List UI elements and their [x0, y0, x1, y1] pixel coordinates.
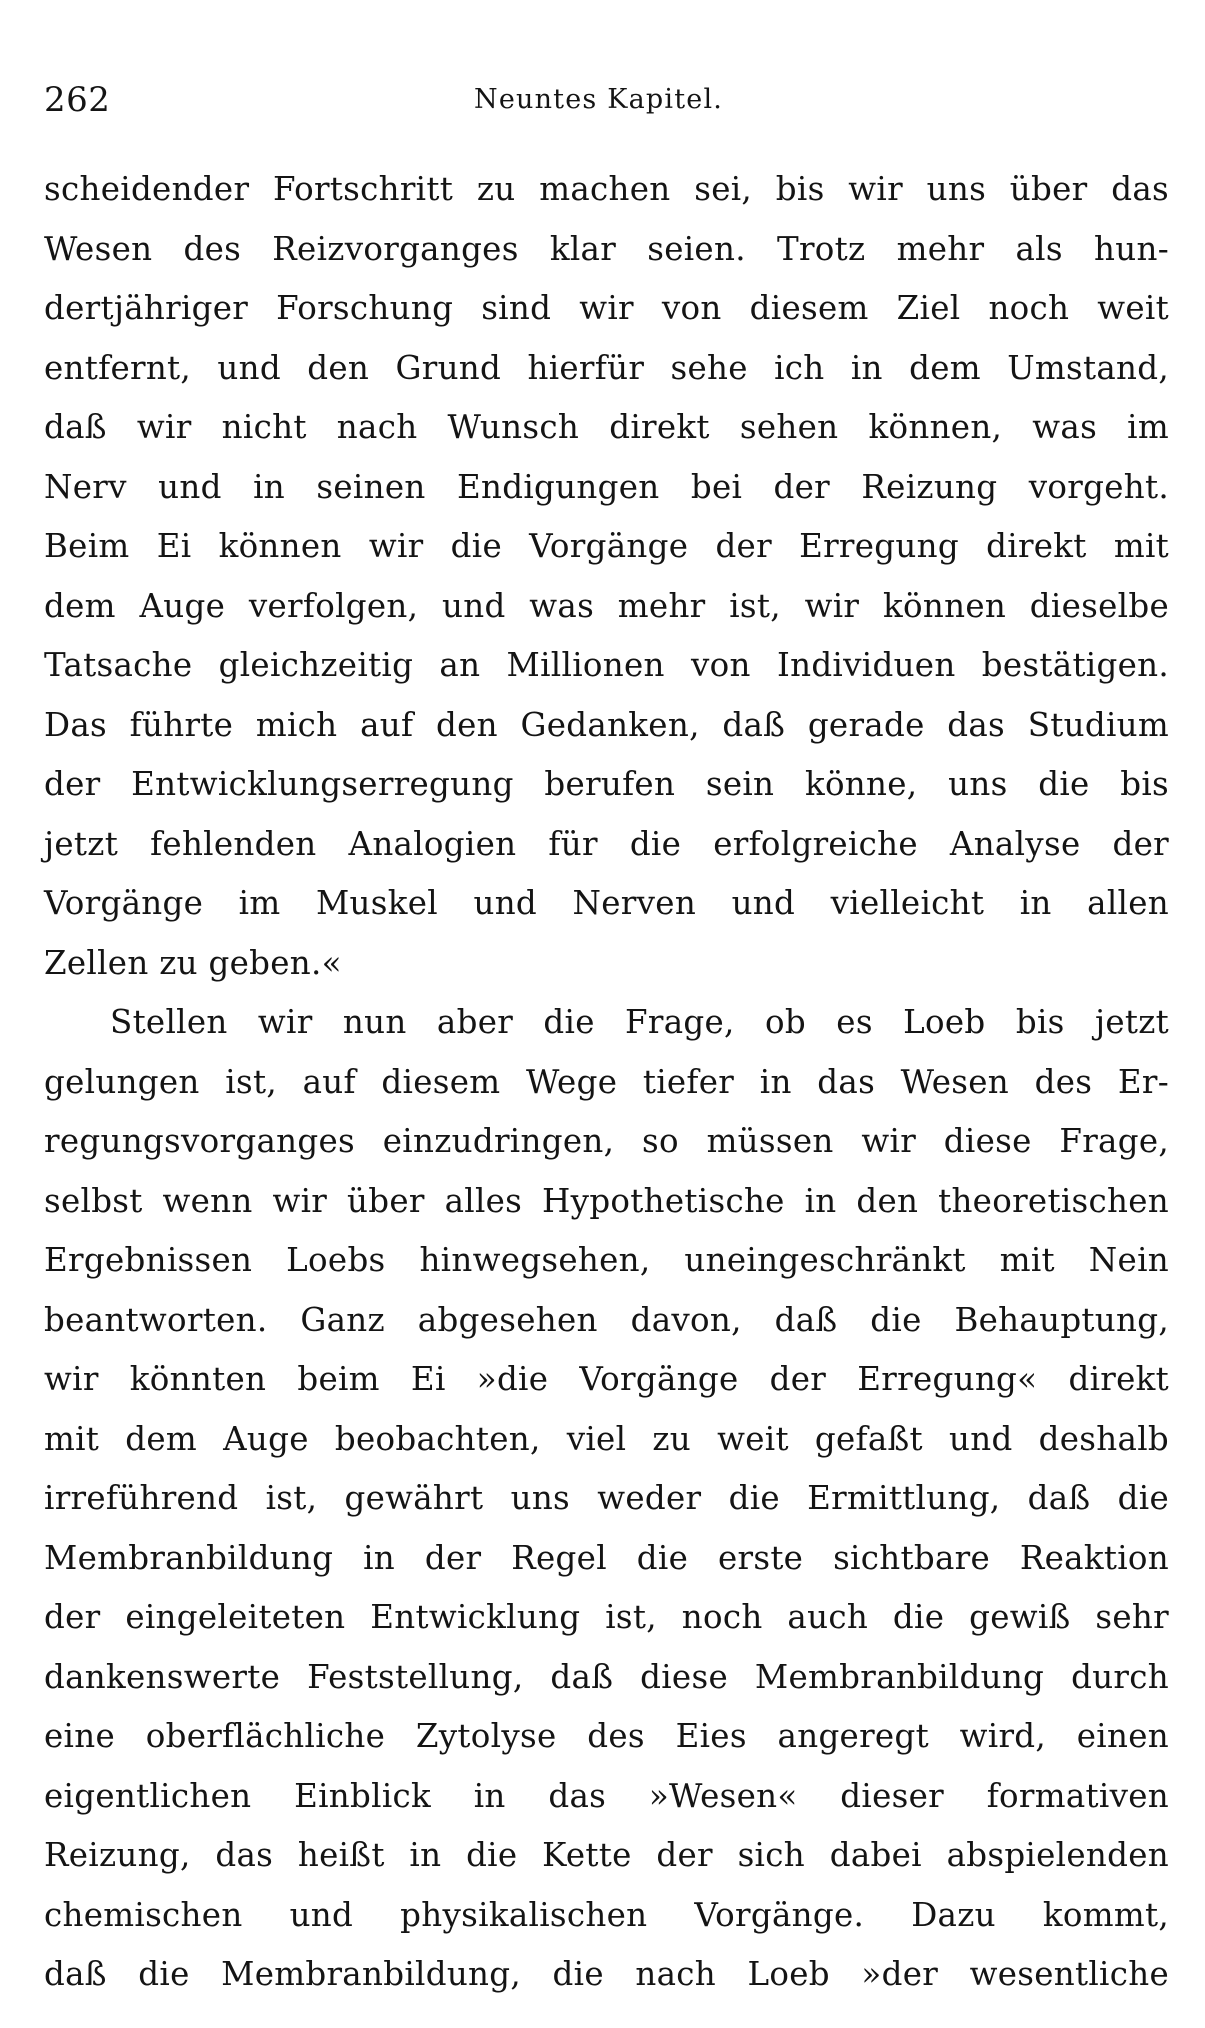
text-line-paragraph-start: Stellen wir nun aber die Frage, ob es Loeb bis jetzt: [110, 1003, 1169, 1041]
text-line: chemischen und physikalischen Vorgänge. Dazu kommt,: [44, 1895, 1169, 1934]
text-line: dem Auge verfolgen, und was mehr ist, wir können dieselbe: [44, 586, 1169, 625]
text-line: Wesen des Reizvorganges klar seien. Trotz mehr als hun-: [44, 229, 1169, 268]
text-line: Membranbildung in der Regel die erste sichtbare Reaktion: [44, 1538, 1169, 1577]
text-line: entfernt, und den Grund hierfür sehe ich in dem Umstand,: [44, 348, 1169, 387]
text-line-paragraph-end: Zellen zu geben.«: [44, 943, 342, 982]
text-line: daß die Membranbildung, die nach Loeb »der wesentliche: [44, 1955, 1169, 1993]
text-line: der Entwicklungserregung berufen sein könne, uns die bis: [44, 765, 1169, 803]
text-line: irreführend ist, gewährt uns weder die Ermittlung, daß die: [44, 1479, 1169, 1517]
running-head: Neuntes Kapitel.: [474, 84, 724, 115]
text-line: wir könnten beim Ei »die Vorgänge der Erregung« direkt: [44, 1360, 1169, 1398]
text-line: Tatsache gleichzeitig an Millionen von Individuen bestätigen.: [44, 646, 1169, 684]
text-line: Reizung, das heißt in die Kette der sich dabei abspielenden: [44, 1836, 1169, 1874]
text-line: daß wir nicht nach Wunsch direkt sehen können, was im: [44, 408, 1169, 446]
text-line: Ergebnissen Loebs hinwegsehen, uneingeschränkt mit Nein: [44, 1241, 1169, 1279]
text-line: dertjähriger Forschung sind wir von diesem Ziel noch weit: [44, 289, 1169, 327]
text-line: jetzt fehlenden Analogien für die erfolgreiche Analyse der: [44, 824, 1169, 863]
text-line: mit dem Auge beobachten, viel zu weit gefaßt und deshalb: [44, 1419, 1169, 1458]
text-line: Nerv und in seinen Endigungen bei der Reizung vorgeht.: [44, 467, 1169, 506]
text-line: selbst wenn wir über alles Hypothetische in den theoretischen: [44, 1181, 1169, 1220]
text-line: regungsvorganges einzudringen, so müssen wir diese Frage,: [44, 1122, 1169, 1160]
text-line: Beim Ei können wir die Vorgänge der Erregung direkt mit: [44, 527, 1169, 565]
text-line: beantworten. Ganz abgesehen davon, daß die Behauptung,: [44, 1300, 1169, 1339]
text-line: scheidender Fortschritt zu machen sei, bis wir uns über das: [44, 170, 1169, 208]
text-line: der eingeleiteten Entwicklung ist, noch auch die gewiß sehr: [44, 1598, 1169, 1636]
text-line: eigentlichen Einblick in das »Wesen« dieser formativen: [44, 1776, 1169, 1815]
text-line: Das führte mich auf den Gedanken, daß gerade das Studium: [44, 705, 1169, 744]
text-line: eine oberflächliche Zytolyse des Eies angeregt wird, einen: [44, 1717, 1169, 1755]
text-line: dankenswerte Feststellung, daß diese Membranbildung durch: [44, 1657, 1169, 1696]
page-header: [44, 76, 1169, 124]
text-line: gelungen ist, auf diesem Wege tiefer in das Wesen des Er-: [44, 1062, 1169, 1101]
text-line: Vorgänge im Muskel und Nerven und vielleicht in allen: [44, 884, 1169, 922]
body-text: [44, 160, 1169, 2005]
page-number: 262: [44, 80, 111, 120]
